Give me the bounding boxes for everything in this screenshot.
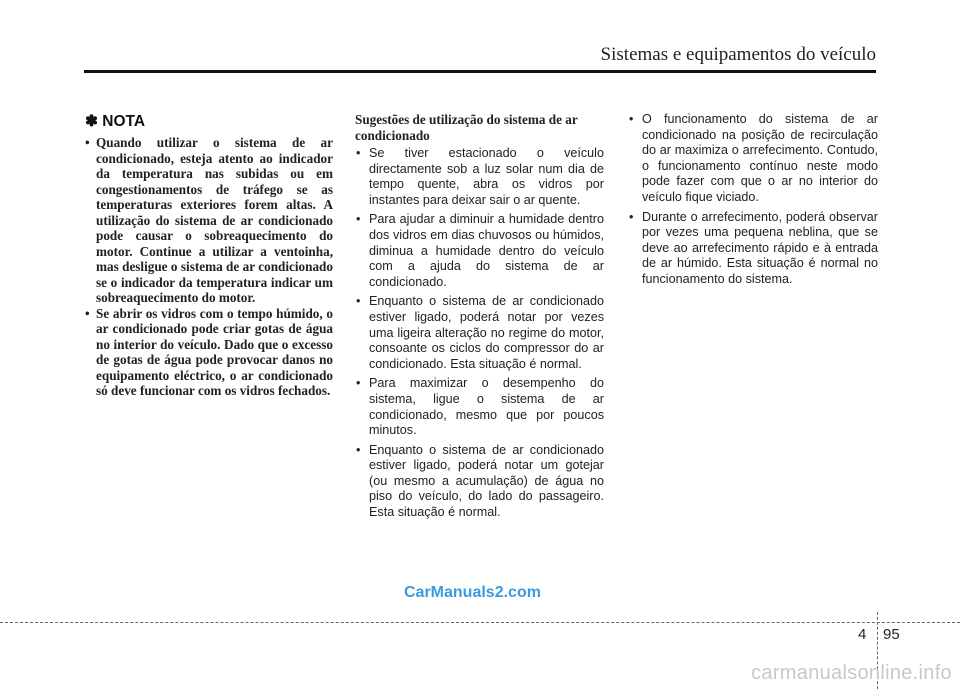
page-number: 95 (883, 626, 900, 643)
suggestion-item: • Durante o arrefecimento, poderá observar por vezes uma pequena neblina, que se deve ao arrefecimento rápido e à entrada de ar húmido. Esta situação é normal no funcionamento do sistema. (628, 210, 878, 288)
suggestions-heading: Sugestões de utilização do sistema de ar condicionado (355, 112, 578, 143)
nota-list (85, 135, 333, 399)
suggestion-item: • Para ajudar a diminuir a humidade dentro dos vidros em dias chuvosos ou húmidos, diminua a humidade dentro do veículo com a ajuda do sistema de ar condicionado. (355, 212, 604, 290)
footer-watermark[interactable]: carmanualsonline.info (751, 662, 952, 684)
suggestion-item: • O funcionamento do sistema de ar condicionado na posição de recirculação do ar maximiza o arrefecimento. Contudo, o funcionamento contínuo neste modo pode fazer com que o ar no interior do veículo fique viciado. (628, 112, 878, 206)
suggestions-column (355, 112, 604, 525)
nota-heading: ✽ NOTA (85, 113, 146, 130)
carmanuals-watermark[interactable]: CarManuals2.com (404, 584, 541, 601)
third-column (628, 112, 878, 292)
suggestion-item: • Para maximizar o desempenho do sistema, ligue o sistema de ar condicionado, mesmo que por poucos minutos. (355, 376, 604, 438)
nota-column (85, 112, 333, 399)
nota-item: • Se abrir os vidros com o tempo húmido, o ar condicionado pode criar gotas de água no interior do veículo. Dado que o excesso de gotas de água pode provocar danos no equipamento eléctrico, o ar condicionado só deve funcionar com os vidros fechados. (85, 306, 333, 399)
suggestions-list (355, 146, 604, 521)
suggestion-item: • Enquanto o sistema de ar condicionado estiver ligado, poderá notar por vezes uma ligeira alteração no regime do motor, consoante os ciclos do compressor do ar condicionado. Esta situação é normal. (355, 294, 604, 372)
page-header-title: Sistemas e equipamentos do veículo (600, 44, 876, 65)
suggestion-item: • Enquanto o sistema de ar condicionado estiver ligado, poderá notar um gotejar (ou mesmo a acumulação) de água no piso do veículo, do lado do passageiro. Esta situação é normal. (355, 443, 604, 521)
third-column-list (628, 112, 878, 288)
header-rule (84, 70, 876, 73)
suggestion-item: • Se tiver estacionado o veículo directamente sob a luz solar num dia de tempo quente, abra os vidros por instantes para deixar sair o ar quente. (355, 146, 604, 208)
footer-rule (0, 622, 960, 623)
chapter-number: 4 (858, 626, 867, 643)
nota-item: • Quando utilizar o sistema de ar condicionado, esteja atento ao indicador da temperatura nas subidas ou em congestionamentos de tráfego se as temperaturas exteriores forem altas. A utilização do sistema de ar condicionado pode causar o sobreaquecimento do motor. Continue a utilizar a ventoinha, mas desligue o sistema de ar condicionado se o indicador da temperatura indicar um sobreaquecimento do motor. (85, 135, 333, 306)
